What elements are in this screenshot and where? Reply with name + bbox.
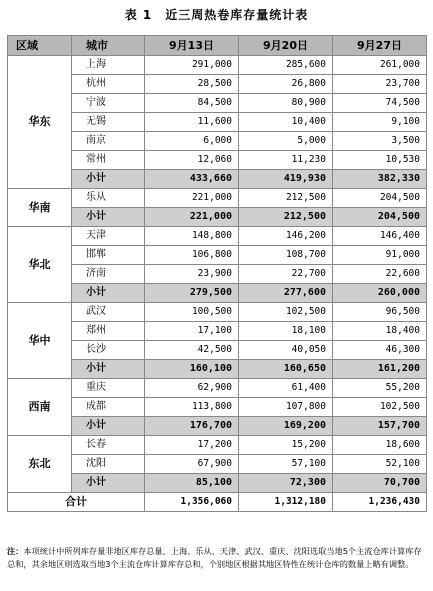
value-cell: 17,100 bbox=[145, 322, 239, 341]
region-cell: 华东 bbox=[8, 56, 72, 189]
value-cell: 285,600 bbox=[239, 56, 333, 75]
subtotal-label: 小计 bbox=[72, 208, 145, 227]
value-cell: 91,000 bbox=[333, 246, 427, 265]
city-cell: 乐从 bbox=[72, 189, 145, 208]
value-cell: 221,000 bbox=[145, 189, 239, 208]
city-cell: 南京 bbox=[72, 132, 145, 151]
value-cell: 57,100 bbox=[239, 455, 333, 474]
subtotal-value: 212,500 bbox=[239, 208, 333, 227]
subtotal-label: 小计 bbox=[72, 170, 145, 189]
footnote-text: 本项统计中所列库存量非地区库存总量，上海、乐从、天津、武汉、重庆、沈阳选取当地5个主流仓库计算库存总和，其余地区则选取当地3个主流仓库计算库存总和，个别地区根据其地区特性在统计仓库的数量上略有调整。 bbox=[7, 546, 422, 569]
subtotal-value: 382,330 bbox=[333, 170, 427, 189]
value-cell: 61,400 bbox=[239, 379, 333, 398]
subtotal-value: 260,000 bbox=[333, 284, 427, 303]
value-cell: 10,530 bbox=[333, 151, 427, 170]
header-date-3: 9月27日 bbox=[333, 36, 427, 56]
subtotal-value: 70,700 bbox=[333, 474, 427, 493]
value-cell: 10,400 bbox=[239, 113, 333, 132]
subtotal-value: 160,100 bbox=[145, 360, 239, 379]
subtotal-label: 小计 bbox=[72, 474, 145, 493]
footnote-prefix: 注： bbox=[7, 546, 24, 556]
value-cell: 80,900 bbox=[239, 94, 333, 113]
city-cell: 无锡 bbox=[72, 113, 145, 132]
region-cell: 东北 bbox=[8, 436, 72, 493]
city-cell: 天津 bbox=[72, 227, 145, 246]
subtotal-label: 小计 bbox=[72, 360, 145, 379]
table-title: 表 1 近三周热卷库存量统计表 bbox=[124, 8, 309, 22]
value-cell: 100,500 bbox=[145, 303, 239, 322]
value-cell: 15,200 bbox=[239, 436, 333, 455]
value-cell: 146,200 bbox=[239, 227, 333, 246]
total-value: 1,312,180 bbox=[239, 493, 333, 512]
value-cell: 146,400 bbox=[333, 227, 427, 246]
header-date-1: 9月13日 bbox=[145, 36, 239, 56]
value-cell: 18,400 bbox=[333, 322, 427, 341]
value-cell: 22,700 bbox=[239, 265, 333, 284]
value-cell: 108,700 bbox=[239, 246, 333, 265]
city-cell: 武汉 bbox=[72, 303, 145, 322]
city-cell: 邯郸 bbox=[72, 246, 145, 265]
city-cell: 宁波 bbox=[72, 94, 145, 113]
subtotal-value: 157,700 bbox=[333, 417, 427, 436]
region-cell: 西南 bbox=[8, 379, 72, 436]
table-row bbox=[8, 303, 427, 322]
value-cell: 23,700 bbox=[333, 75, 427, 94]
value-cell: 74,500 bbox=[333, 94, 427, 113]
total-value: 1,236,430 bbox=[333, 493, 427, 512]
value-cell: 9,100 bbox=[333, 113, 427, 132]
city-cell: 沈阳 bbox=[72, 455, 145, 474]
value-cell: 5,000 bbox=[239, 132, 333, 151]
table-row bbox=[8, 189, 427, 208]
city-cell: 长春 bbox=[72, 436, 145, 455]
city-cell: 郑州 bbox=[72, 322, 145, 341]
subtotal-value: 433,660 bbox=[145, 170, 239, 189]
subtotal-value: 277,600 bbox=[239, 284, 333, 303]
value-cell: 107,800 bbox=[239, 398, 333, 417]
region-cell: 华南 bbox=[8, 189, 72, 227]
value-cell: 96,500 bbox=[333, 303, 427, 322]
value-cell: 3,500 bbox=[333, 132, 427, 151]
value-cell: 11,230 bbox=[239, 151, 333, 170]
value-cell: 102,500 bbox=[333, 398, 427, 417]
subtotal-value: 204,500 bbox=[333, 208, 427, 227]
value-cell: 67,900 bbox=[145, 455, 239, 474]
table-row bbox=[8, 227, 427, 246]
city-cell: 济南 bbox=[72, 265, 145, 284]
subtotal-value: 176,700 bbox=[145, 417, 239, 436]
header-region: 区域 bbox=[8, 36, 72, 56]
value-cell: 42,500 bbox=[145, 341, 239, 360]
value-cell: 148,800 bbox=[145, 227, 239, 246]
value-cell: 212,500 bbox=[239, 189, 333, 208]
city-cell: 成都 bbox=[72, 398, 145, 417]
subtotal-value: 85,100 bbox=[145, 474, 239, 493]
header-row bbox=[8, 36, 427, 56]
value-cell: 291,000 bbox=[145, 56, 239, 75]
value-cell: 106,800 bbox=[145, 246, 239, 265]
value-cell: 22,600 bbox=[333, 265, 427, 284]
inventory-table bbox=[7, 35, 427, 512]
subtotal-value: 221,000 bbox=[145, 208, 239, 227]
city-cell: 重庆 bbox=[72, 379, 145, 398]
subtotal-value: 161,200 bbox=[333, 360, 427, 379]
value-cell: 28,500 bbox=[145, 75, 239, 94]
value-cell: 11,600 bbox=[145, 113, 239, 132]
value-cell: 18,100 bbox=[239, 322, 333, 341]
value-cell: 52,100 bbox=[333, 455, 427, 474]
value-cell: 261,000 bbox=[333, 56, 427, 75]
region-cell: 华中 bbox=[8, 303, 72, 379]
value-cell: 113,800 bbox=[145, 398, 239, 417]
subtotal-value: 279,500 bbox=[145, 284, 239, 303]
region-cell: 华北 bbox=[8, 227, 72, 303]
subtotal-value: 169,200 bbox=[239, 417, 333, 436]
value-cell: 18,600 bbox=[333, 436, 427, 455]
total-row bbox=[8, 493, 427, 512]
total-label: 合计 bbox=[8, 493, 145, 512]
value-cell: 46,300 bbox=[333, 341, 427, 360]
subtotal-label: 小计 bbox=[72, 417, 145, 436]
value-cell: 23,900 bbox=[145, 265, 239, 284]
subtotal-label: 小计 bbox=[72, 284, 145, 303]
value-cell: 12,060 bbox=[145, 151, 239, 170]
footnote bbox=[7, 545, 426, 571]
value-cell: 6,000 bbox=[145, 132, 239, 151]
table-row bbox=[8, 379, 427, 398]
city-cell: 常州 bbox=[72, 151, 145, 170]
header-date-2: 9月20日 bbox=[239, 36, 333, 56]
value-cell: 55,200 bbox=[333, 379, 427, 398]
city-cell: 长沙 bbox=[72, 341, 145, 360]
total-value: 1,356,060 bbox=[145, 493, 239, 512]
subtotal-value: 160,650 bbox=[239, 360, 333, 379]
city-cell: 杭州 bbox=[72, 75, 145, 94]
table-row bbox=[8, 436, 427, 455]
value-cell: 17,200 bbox=[145, 436, 239, 455]
value-cell: 26,800 bbox=[239, 75, 333, 94]
value-cell: 84,500 bbox=[145, 94, 239, 113]
subtotal-value: 72,300 bbox=[239, 474, 333, 493]
table-row bbox=[8, 56, 427, 75]
value-cell: 62,900 bbox=[145, 379, 239, 398]
value-cell: 40,050 bbox=[239, 341, 333, 360]
subtotal-value: 419,930 bbox=[239, 170, 333, 189]
value-cell: 102,500 bbox=[239, 303, 333, 322]
value-cell: 204,500 bbox=[333, 189, 427, 208]
city-cell: 上海 bbox=[72, 56, 145, 75]
header-city: 城市 bbox=[72, 36, 145, 56]
